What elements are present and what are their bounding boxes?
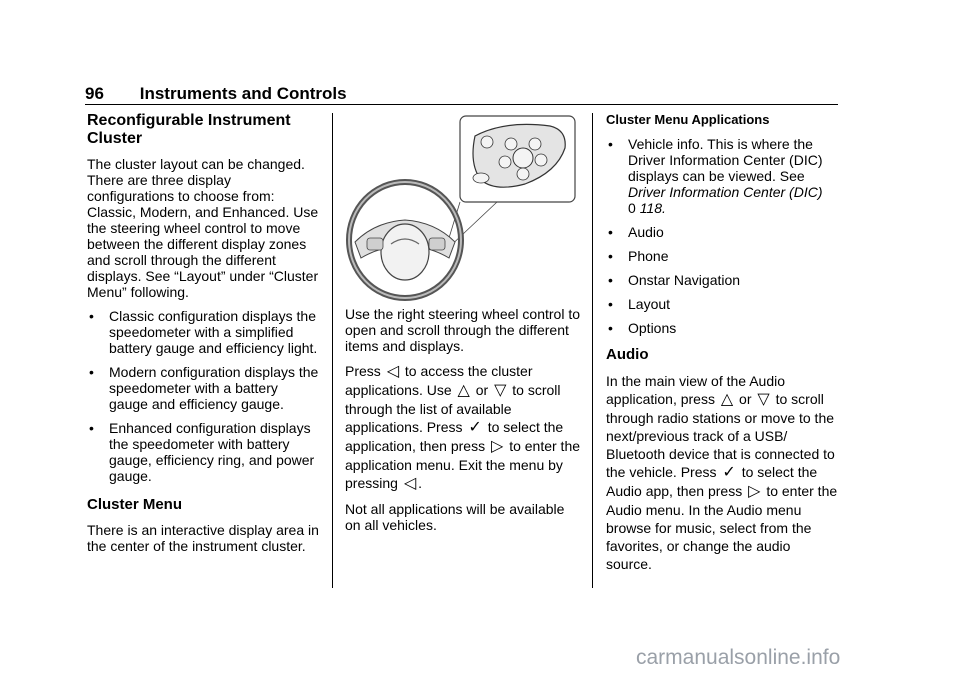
column-2 [345,306,583,541]
right-arrow-icon: ▷ [748,483,761,500]
list-item: • Phone [608,248,669,264]
list-item [87,364,319,412]
bullet-icon: • [89,364,94,380]
bullet-icon: • [608,296,613,312]
availability-note: Not all applications will be available on all vehicles. [345,501,565,533]
list-item: • Vehicle info. This is where the Driver Information Center (DIC) displays can be viewed. See Driver Information Center (DIC) 0 118. [608,136,823,216]
dic-link[interactable]: Driver Information Center (DIC) [628,184,823,200]
bullet-icon: • [608,320,613,336]
page-ref-number[interactable]: 118 [639,200,663,216]
page-ref-icon: 0 [628,200,636,216]
bullet-icon: • [608,248,613,264]
list-item [87,420,319,484]
checkmark-icon: ✓ [468,419,482,436]
audio-paragraph: In the main view of the Audio application, press △ or ▽ to scroll through radio stations or move to the next/previous track of a USB/ Bluetooth device that is connected to the vehicle. Press ✓ to select the Audio app, then press ▷ to enter the Audio menu. In the Audio menu browse for music, select from the favorites, or change the audio source. [606,373,838,572]
up-arrow-icon: △ [720,391,734,408]
list-item: • Onstar Navigation [608,272,741,288]
column-1 [87,112,319,562]
page-number: 96 [85,84,104,103]
list-item-text: Classic configuration displays the speedometer with a simplified battery gauge and efficiency light. [109,308,318,356]
list-item: • Options [608,320,677,336]
section-heading-menu-applications: Cluster Menu Applications [606,112,770,127]
list-item-text: Modern configuration displays the speedometer with a battery gauge and efficiency gauge. [109,364,319,412]
section-heading-cluster-menu: Cluster Menu [87,496,183,513]
bullet-icon: • [89,420,94,436]
steering-control-paragraph: Use the right steering wheel control to open and scroll through the different items and displays. [345,306,581,354]
section-heading-audio: Audio [606,346,649,363]
column-divider-1 [332,113,333,588]
watermark: carmanualsonline.info [636,646,841,669]
section-heading-reconfigurable-cluster: Reconfigurable Instrument Cluster [87,112,291,147]
list-item-text: Enhanced configuration displays the speedometer with battery gauge, efficiency ring, and power gauge. [109,420,315,484]
list-item [87,308,319,356]
cluster-menu-paragraph: There is an interactive display area in the center of the instrument cluster. [87,522,319,554]
chapter-title: Instruments and Controls [139,84,347,103]
column-divider-2 [592,113,593,588]
bullet-icon: • [608,272,613,288]
page-header [85,84,838,105]
list-item: • Layout [608,296,671,312]
cluster-intro-paragraph: The cluster layout can be changed. There are three display configurations to choose from: Classic, Modern, and Enhanced. Use the steering wheel control to move between the different display zones and scroll through the different displays. See “Layout” under “Cluster Menu” following. [87,156,319,300]
right-arrow-icon: ▷ [490,438,504,455]
bullet-icon: • [89,308,94,324]
down-arrow-icon: ▽ [494,382,507,399]
column-3 [606,112,838,581]
bullet-icon: • [608,224,613,240]
up-arrow-icon: △ [457,382,470,399]
back-arrow-icon: ◁ [386,363,399,380]
bullet-icon: • [608,136,613,152]
list-item: • Audio [608,224,664,240]
navigation-instructions-paragraph: Press ◁ to access the cluster applications. Use △ or ▽ to scroll through the list of available applications. Press ✓ to select the application, then press ▷ to enter the application menu. Exit the menu by pressing ◁ . [345,363,581,492]
checkmark-icon: ✓ [722,464,736,481]
steering-wheel-illustration [345,114,580,304]
back-arrow-icon: ◁ [403,475,417,492]
down-arrow-icon: ▽ [757,391,770,408]
